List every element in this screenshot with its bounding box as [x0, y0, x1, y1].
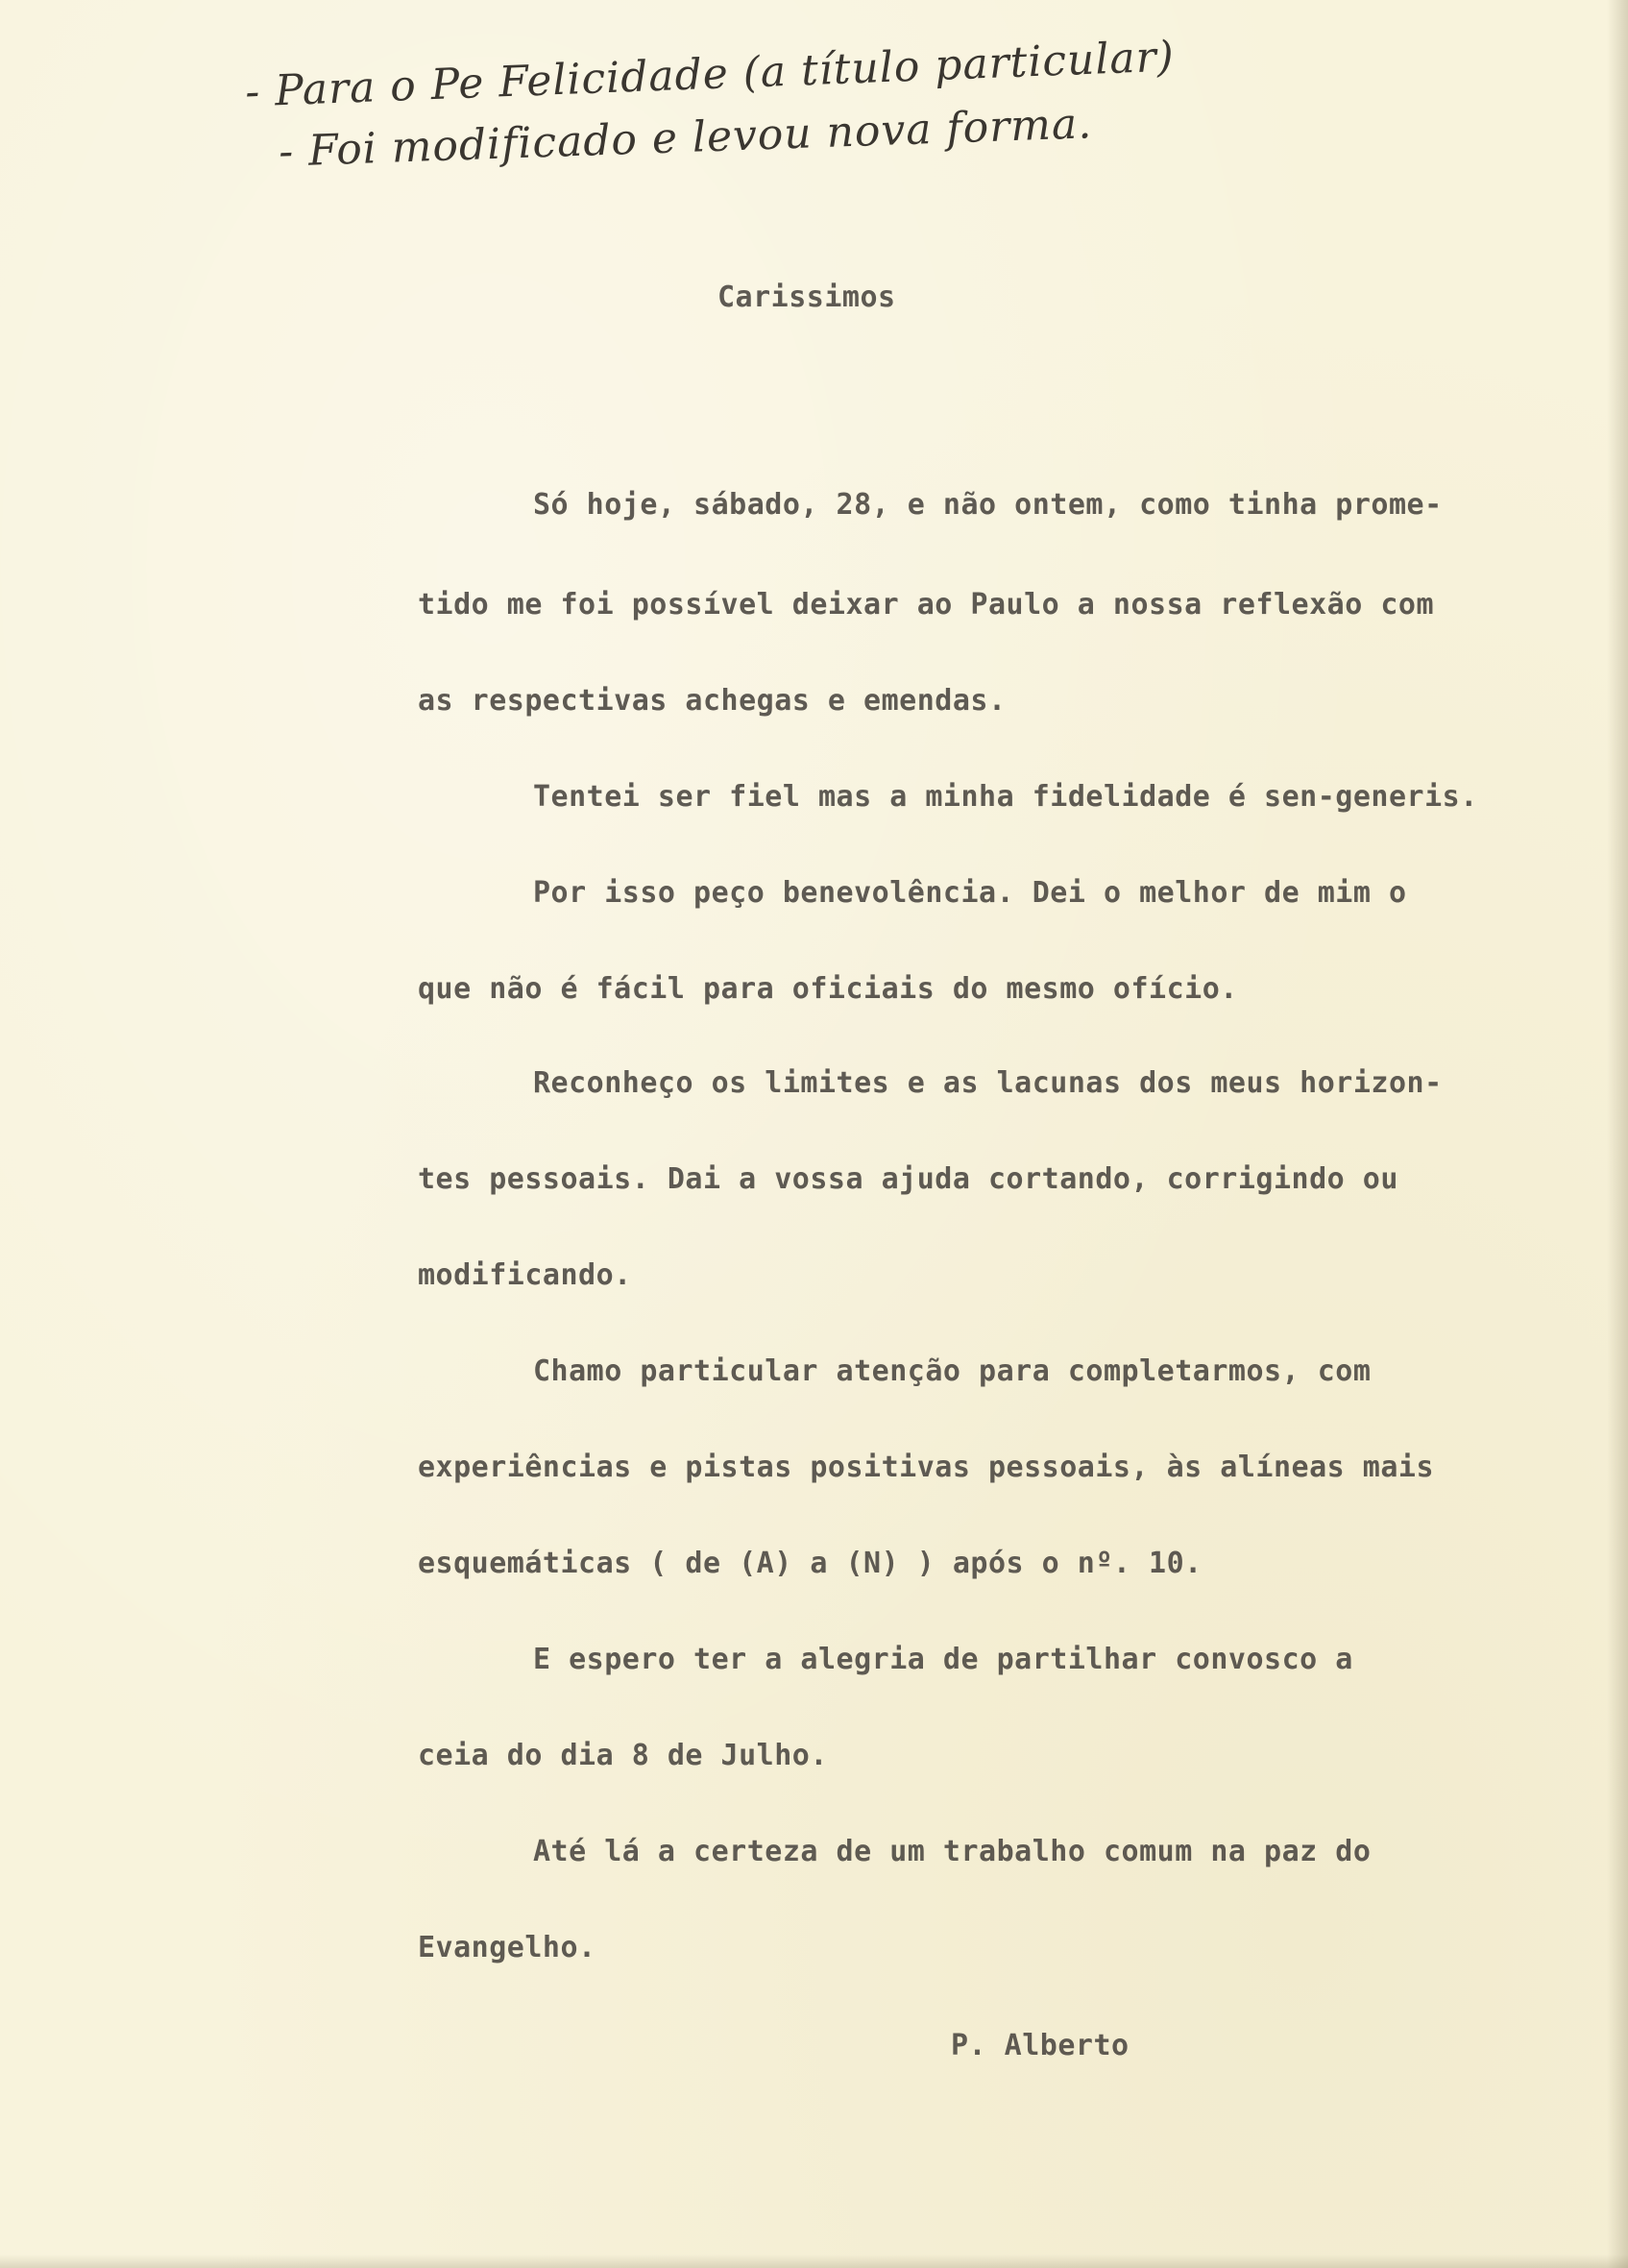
letter-line: E espero ter a alegria de partilhar convosco a	[533, 1643, 1353, 1676]
letter-line: modificando.	[418, 1258, 632, 1292]
handwritten-note: - Foi modificado e levou nova forma.	[278, 99, 1093, 177]
letter-line: as respectivas achegas e emendas.	[418, 684, 1007, 718]
letter-line: Evangelho.	[418, 1931, 596, 1964]
letter-line: Só hoje, sábado, 28, e não ontem, como tinha prome-	[533, 488, 1443, 522]
paper-edge-shadow	[1607, 0, 1628, 2268]
letter-greeting: Carissimos	[717, 280, 896, 314]
letter-line: tido me foi possível deixar ao Paulo a nossa reflexão com	[418, 588, 1435, 622]
letter-line: experiências e pistas positivas pessoais, às alíneas mais	[418, 1451, 1435, 1484]
letter-line: que não é fácil para oficiais do mesmo ofício.	[418, 972, 1238, 1006]
letter-line: ceia do dia 8 de Julho.	[418, 1739, 828, 1772]
letter-line: esquemáticas ( de (A) a (N) ) após o nº. 10.	[418, 1547, 1203, 1580]
letter-line: Por isso peço benevolência. Dei o melhor de mim o	[533, 876, 1407, 910]
letter-line: Chamo particular atenção para completarmos, com	[533, 1354, 1372, 1388]
letter-signature: P. Alberto	[951, 2029, 1130, 2062]
letter-line: Tentei ser fiel mas a minha fidelidade é sen-generis.	[533, 780, 1478, 814]
handwritten-note: - Para o Pe Felicidade (a título particular)	[244, 32, 1176, 117]
letter-line: tes pessoais. Dai a vossa ajuda cortando, corrigindo ou	[418, 1162, 1398, 1196]
letter-line: Reconheço os limites e as lacunas dos meus horizon-	[533, 1066, 1443, 1100]
paper-edge-shadow	[0, 2255, 1628, 2268]
letter-line: Até lá a certeza de um trabalho comum na paz do	[533, 1835, 1372, 1868]
